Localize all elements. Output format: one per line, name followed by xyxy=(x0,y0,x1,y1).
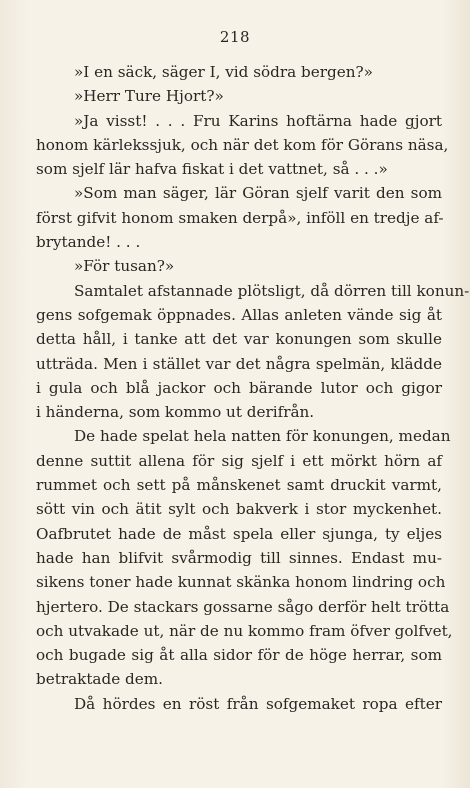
text-line: brytande! . . . xyxy=(36,233,141,252)
body-text xyxy=(36,60,470,716)
text-line: betraktade dem. xyxy=(36,670,163,689)
text-line: Samtalet afstannade plötsligt, då dörren till konun- xyxy=(74,281,470,300)
text-line: honom kärlekssjuk, och när det kom för Görans näsa, xyxy=(36,135,449,154)
text-line: Då hördes en röst från sofgemaket ropa efter xyxy=(74,694,442,713)
text-line: »Som man säger, lär Göran sjelf varit den som xyxy=(74,184,442,203)
text-line: »I en säck, säger I, vid södra bergen?» xyxy=(74,63,373,81)
text-line: och bugade sig åt alla sidor för de höge herrar, som xyxy=(36,646,442,665)
text-line: denne suttit allena för sig sjelf i ett mörkt hörn af xyxy=(36,451,442,470)
text-line: rummet och sett på månskenet samt druckit varmt, xyxy=(36,476,442,495)
text-line: detta håll, i tanke att det var konungen som skulle xyxy=(36,330,442,349)
text-line: sött vin och ätit sylt och bakverk i stor myckenhet. xyxy=(36,500,442,519)
text-line: »För tusan?» xyxy=(74,257,175,276)
text-line: »Herr Ture Hjort?» xyxy=(74,87,224,106)
text-line: i händerna, som kommo ut derifrån. xyxy=(36,403,315,422)
text-line: i gula och blå jackor och bärande lutor och gigor xyxy=(36,378,442,397)
text-line: sikens toner hade kunnat skänka honom lindring och xyxy=(36,573,446,592)
text-line: som sjelf lär hafva fiskat i det vattnet, så . . .» xyxy=(36,160,388,179)
text-line: gens sofgemak öppnades. Allas anleten vände sig åt xyxy=(36,305,442,324)
text-line: De hade spelat hela natten för konungen, medan xyxy=(74,427,451,446)
text-line: först gifvit honom smaken derpå», inföll en tredje af- xyxy=(36,208,444,227)
text-line: och utvakade ut, när de nu kommo fram öfver golfvet, xyxy=(36,621,453,640)
page-number: 218 xyxy=(219,28,251,46)
text-line: hade han blifvit svårmodig till sinnes. Endast mu- xyxy=(36,548,442,567)
text-line: utträda. Men i stället var det några spelmän, klädde xyxy=(36,354,442,373)
text-line: hjertero. De stackars gossarne sågo derför helt trötta xyxy=(36,597,450,616)
text-line: Oafbrutet hade de måst spela eller sjunga, ty eljes xyxy=(36,524,442,543)
text-line: »Ja visst! . . . Fru Karins hoftärna hade gjort xyxy=(74,111,442,130)
